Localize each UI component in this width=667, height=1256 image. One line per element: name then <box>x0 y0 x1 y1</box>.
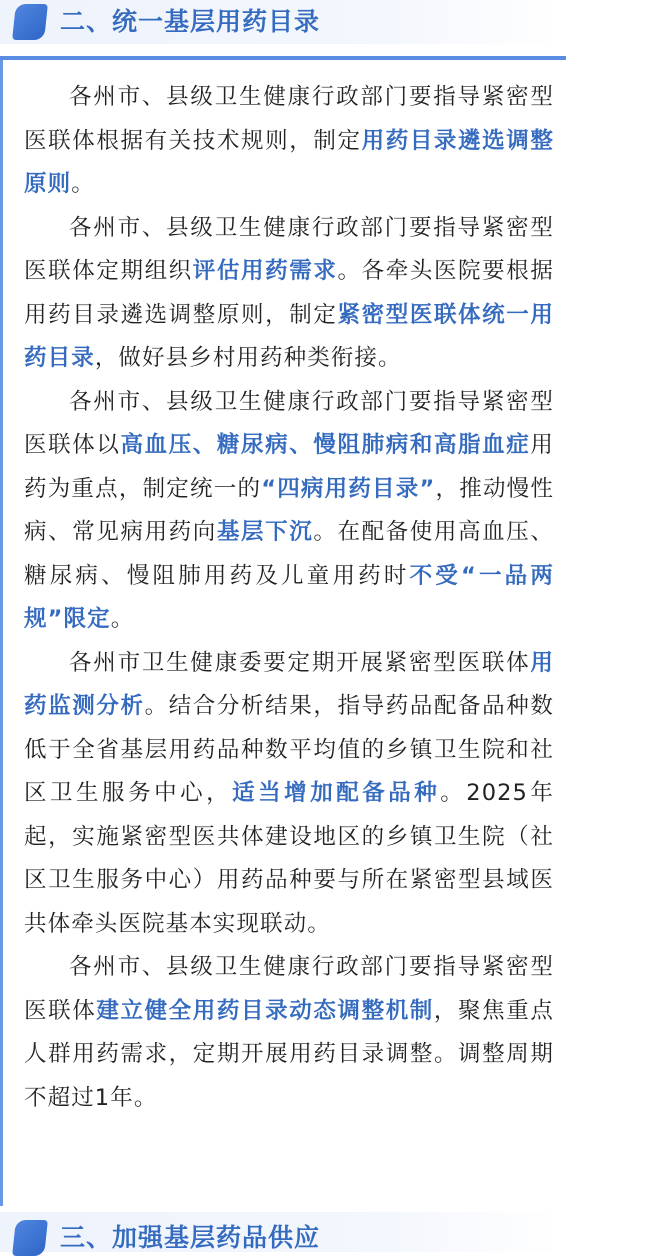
paragraph <box>24 76 554 207</box>
body-text: 各州市、县级卫生健康行政部门要指导紧密型医联体以 <box>24 388 554 458</box>
body-text: ，做好县乡村用药种类衔接。 <box>94 345 402 371</box>
body-text: 。 <box>110 606 135 632</box>
highlight-text: 用药目录遴选调整原则 <box>24 127 554 197</box>
body-text: 。结合分析结果，指导药品配备品种数低于全省基层用药品种数平均值的乡镇卫生院和社区卫生服务中心， <box>24 693 554 806</box>
highlight-text: 适当增加配备品种 <box>232 780 441 806</box>
highlight-text: 建立健全用药目录动态调整机制 <box>96 997 434 1024</box>
body-text: 用药为重点，制定统一的 <box>24 432 555 502</box>
body-text: 。2025年起，实施紧密型医共体建设地区的乡镇卫生院（社区卫生服务中心）用药品种要与所在紧密型县域医共体牵头医院基本实现联动。 <box>24 780 554 937</box>
highlight-text: 用药监测分析 <box>24 649 554 719</box>
body-text: ，聚焦重点人群用药需求，定期开展用药目录调整。调整周期不超过1年。 <box>24 997 554 1111</box>
body-text: 各州市、县级卫生健康行政部门要指导紧密型医联体 <box>24 954 554 1024</box>
section-title: 三、加强基层药品供应 <box>60 1223 321 1252</box>
highlight-text: 评估用药需求 <box>192 258 338 284</box>
highlight-text: 不受“一品两规”限定 <box>24 562 554 632</box>
paragraph <box>24 381 554 642</box>
section-badge-icon <box>12 4 48 40</box>
body-text: 各州市卫生健康委要定期开展紧密型医联体 <box>69 649 531 676</box>
highlight-text: 紧密型医联体统一用药目录 <box>24 301 554 371</box>
highlight-text: 高血压、糖尿病、慢阻肺病和高脂血症 <box>120 432 531 458</box>
body-text: 。在配备使用高血压、糖尿病、慢阻肺用药及儿童用药时 <box>24 519 554 589</box>
body-text: 。各牵头医院要根据用药目录遴选调整原则，制定 <box>24 258 554 328</box>
section-header-bottom <box>0 1212 560 1252</box>
body-text: 各州市、县级卫生健康行政部门要指导紧密型医联体定期组织 <box>24 214 554 284</box>
highlight-text: 基层下沉 <box>216 519 314 545</box>
section-badge-icon <box>12 1220 48 1256</box>
section-title: 二、统一基层用药目录 <box>60 7 321 36</box>
body-text: ，推动慢性病、常见病用药向 <box>24 475 554 545</box>
paragraph <box>24 642 554 947</box>
article-body <box>24 76 554 1120</box>
body-text: 各州市、县级卫生健康行政部门要指导紧密型医联体根据有关技术规则，制定 <box>24 84 554 154</box>
body-text: 。 <box>71 171 95 197</box>
paragraph <box>24 946 554 1120</box>
paragraph <box>24 207 554 381</box>
section-header-top <box>0 0 560 44</box>
highlight-text: “四病用药目录” <box>261 475 436 502</box>
